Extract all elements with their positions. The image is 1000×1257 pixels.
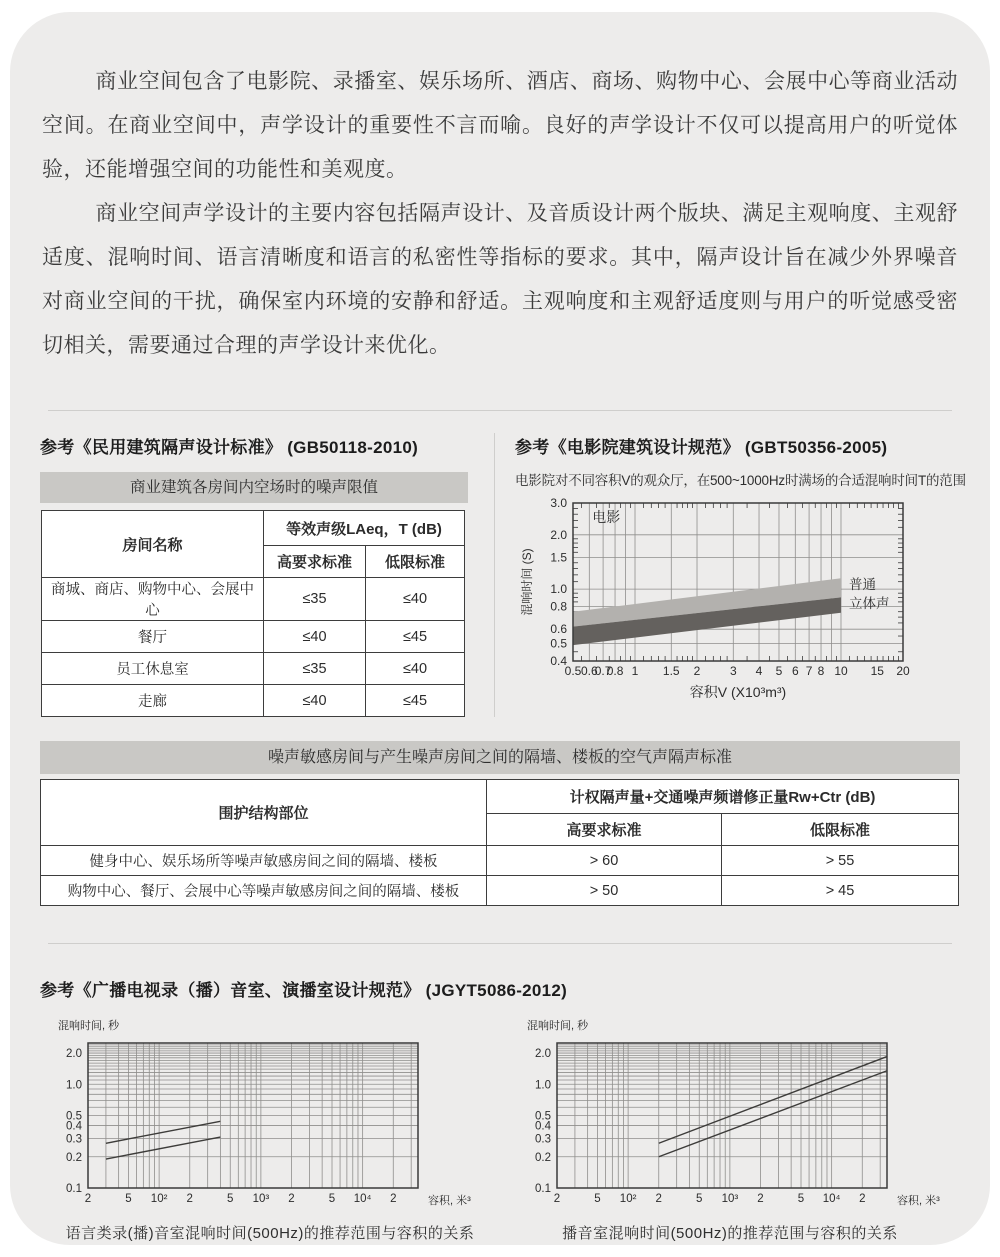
header-cell-low: 低限标准 bbox=[722, 814, 959, 846]
broadcast-studio-chart bbox=[500, 1017, 960, 1209]
table-cell: 员工休息室 bbox=[42, 653, 264, 685]
table-cell: > 50 bbox=[487, 876, 722, 906]
svg-text:10³: 10³ bbox=[721, 1193, 739, 1205]
svg-text:0.7: 0.7 bbox=[594, 664, 612, 678]
svg-text:5: 5 bbox=[775, 664, 783, 678]
svg-text:4: 4 bbox=[755, 664, 763, 678]
room-noise-banner: 商业建筑各房间内空场时的噪声限值 bbox=[40, 472, 468, 503]
table-cell: 健身中心、娱乐场所等噪声敏感房间之间的隔墙、楼板 bbox=[41, 846, 487, 876]
svg-text:0.2: 0.2 bbox=[66, 1151, 82, 1164]
svg-text:1.0: 1.0 bbox=[550, 582, 567, 597]
svg-text:2.0: 2.0 bbox=[550, 527, 567, 542]
svg-text:1: 1 bbox=[631, 664, 639, 678]
svg-text:0.5: 0.5 bbox=[535, 1110, 551, 1123]
svg-text:5: 5 bbox=[227, 1193, 234, 1205]
svg-text:10: 10 bbox=[834, 664, 848, 678]
section-divider-top bbox=[48, 410, 952, 411]
room-noise-title: 参考《民用建筑隔声设计标准》 (GB50118-2010) bbox=[40, 438, 419, 457]
svg-text:5: 5 bbox=[328, 1193, 336, 1205]
intro-paragraph-2: 商业空间声学设计的主要内容包括隔声设计、及音质设计两个版块、满足主观响度、主观舒适度、混响时间、语言清晰度和语言的私密性等指标的要求。其中，隔声设计旨在减少外界噪音对商业空间的干扰，确保室内环境的安静和舒适。主观响度和主观舒适度则与用户的听觉感受密切相关，需要通过合理的声学设计来优化。 bbox=[42, 202, 958, 357]
airborne-insulation-table bbox=[40, 779, 959, 906]
svg-text:15: 15 bbox=[870, 664, 884, 678]
svg-text:5: 5 bbox=[797, 1193, 805, 1205]
svg-text:10³: 10³ bbox=[252, 1193, 270, 1205]
cinema-reverberation-chart bbox=[515, 495, 967, 703]
svg-text:2: 2 bbox=[553, 1193, 561, 1205]
svg-text:10²: 10² bbox=[619, 1193, 637, 1205]
broadcast-studio-caption: 播音室混响时间(500Hz)的推荐范围与容积的关系 bbox=[562, 1225, 898, 1242]
broadcast-studio-figure bbox=[500, 1017, 960, 1243]
table-cell: ≤40 bbox=[366, 653, 465, 685]
svg-text:1.5: 1.5 bbox=[662, 664, 680, 678]
table-cell: ≤40 bbox=[264, 685, 366, 717]
table-row bbox=[41, 876, 959, 906]
svg-text:3.0: 3.0 bbox=[550, 496, 567, 510]
table-cell: > 55 bbox=[722, 846, 959, 876]
svg-text:2: 2 bbox=[655, 1193, 662, 1205]
svg-text:8: 8 bbox=[817, 664, 825, 678]
svg-text:0.4: 0.4 bbox=[66, 1120, 82, 1133]
table-cell: ≤45 bbox=[366, 685, 465, 717]
svg-text:0.5: 0.5 bbox=[550, 636, 567, 651]
svg-text:0.6: 0.6 bbox=[550, 622, 567, 637]
svg-text:0.2: 0.2 bbox=[535, 1151, 551, 1164]
svg-text:20: 20 bbox=[896, 664, 910, 678]
svg-text:混响时间 (S): 混响时间 (S) bbox=[520, 548, 534, 616]
svg-text:2: 2 bbox=[84, 1193, 92, 1205]
svg-text:电影: 电影 bbox=[592, 509, 621, 526]
cinema-section bbox=[494, 433, 967, 717]
svg-text:10²: 10² bbox=[150, 1193, 168, 1205]
svg-text:3: 3 bbox=[729, 664, 737, 678]
table-row bbox=[42, 621, 465, 653]
svg-text:5: 5 bbox=[125, 1193, 132, 1205]
header-cell-room-name: 房间名称 bbox=[42, 511, 264, 578]
svg-text:立体声: 立体声 bbox=[848, 595, 890, 611]
svg-text:1.0: 1.0 bbox=[535, 1079, 551, 1092]
svg-text:1.5: 1.5 bbox=[550, 550, 567, 565]
header-cell-structure: 围护结构部位 bbox=[41, 780, 487, 846]
room-noise-section bbox=[40, 433, 468, 717]
svg-text:普通: 普通 bbox=[848, 576, 876, 592]
svg-text:0.1: 0.1 bbox=[535, 1183, 551, 1195]
svg-text:10⁴: 10⁴ bbox=[353, 1193, 372, 1205]
svg-text:0.4: 0.4 bbox=[550, 654, 567, 668]
svg-text:0.5: 0.5 bbox=[564, 664, 582, 678]
svg-text:5: 5 bbox=[594, 1193, 601, 1205]
svg-text:容积, 米³: 容积, 米³ bbox=[428, 1195, 471, 1207]
room-noise-table bbox=[41, 510, 465, 717]
cinema-title: 参考《电影院建筑设计规范》 (GBT50356-2005) bbox=[515, 438, 888, 457]
table-cell: ≤40 bbox=[264, 621, 366, 653]
speech-studio-caption: 语言类录(播)音室混响时间(500Hz)的推荐范围与容积的关系 bbox=[65, 1225, 475, 1242]
table-cell: ≤35 bbox=[264, 578, 366, 621]
table-cell: 商城、商店、购物中心、会展中心 bbox=[42, 578, 264, 621]
svg-text:2: 2 bbox=[390, 1193, 397, 1205]
table-row bbox=[42, 578, 465, 621]
table-row bbox=[42, 685, 465, 717]
svg-text:0.6: 0.6 bbox=[580, 664, 598, 678]
speech-studio-figure bbox=[40, 1017, 500, 1243]
speech-studio-chart bbox=[40, 1017, 500, 1209]
svg-text:混响时间, 秒: 混响时间, 秒 bbox=[58, 1020, 120, 1032]
svg-text:容积, 米³: 容积, 米³ bbox=[897, 1195, 940, 1207]
table-cell: ≤40 bbox=[366, 578, 465, 621]
svg-text:2: 2 bbox=[757, 1193, 764, 1205]
table-header-row bbox=[42, 511, 465, 546]
svg-text:2: 2 bbox=[288, 1193, 295, 1205]
svg-text:6: 6 bbox=[791, 664, 799, 678]
svg-text:10⁴: 10⁴ bbox=[822, 1193, 841, 1205]
header-cell-high: 高要求标准 bbox=[487, 814, 722, 846]
header-cell-high: 高要求标准 bbox=[264, 546, 366, 578]
svg-text:0.1: 0.1 bbox=[66, 1183, 82, 1195]
standards-row bbox=[40, 433, 966, 717]
intro-paragraph-1: 商业空间包含了电影院、录播室、娱乐场所、酒店、商场、购物中心、会展中心等商业活动空间。在商业空间中，声学设计的重要性不言而喻。良好的声学设计不仅可以提高用户的听觉体验，还能增强空间的功能性和美观度。 bbox=[42, 70, 958, 181]
table-cell: 购物中心、餐厅、会展中心等噪声敏感房间之间的隔墙、楼板 bbox=[41, 876, 487, 906]
table-row bbox=[41, 846, 959, 876]
cinema-subtitle: 电影院对不同容积V的观众厅，在500~1000Hz时满场的合适混响时间T的范围 bbox=[515, 473, 966, 488]
svg-text:0.8: 0.8 bbox=[550, 599, 567, 614]
table-cell: 走廊 bbox=[42, 685, 264, 717]
svg-text:混响时间, 秒: 混响时间, 秒 bbox=[527, 1020, 589, 1032]
header-cell-rwctr: 计权隔声量+交通噪声频谱修正量Rw+Ctr (dB) bbox=[487, 780, 959, 814]
table-row bbox=[42, 653, 465, 685]
table-cell: ≤35 bbox=[264, 653, 366, 685]
header-cell-laeq: 等效声级LAeq，T (dB) bbox=[264, 511, 465, 546]
table-cell: 餐厅 bbox=[42, 621, 264, 653]
svg-text:7: 7 bbox=[805, 664, 813, 678]
svg-text:2: 2 bbox=[859, 1193, 866, 1205]
table-header-row bbox=[41, 780, 959, 814]
table-cell: ≤45 bbox=[366, 621, 465, 653]
svg-text:0.5: 0.5 bbox=[66, 1110, 82, 1123]
svg-text:2.0: 2.0 bbox=[535, 1048, 551, 1061]
airborne-insulation-banner: 噪声敏感房间与产生噪声房间之间的隔墙、楼板的空气声隔声标准 bbox=[40, 741, 960, 774]
svg-text:0.3: 0.3 bbox=[535, 1133, 551, 1146]
svg-text:2.0: 2.0 bbox=[66, 1048, 82, 1061]
broadcast-standard-title: 参考《广播电视录（播）音室、演播室设计规范》 (JGYT5086-2012) bbox=[40, 981, 568, 1000]
table-cell: > 45 bbox=[722, 876, 959, 906]
svg-text:5: 5 bbox=[696, 1193, 703, 1205]
svg-text:2: 2 bbox=[693, 664, 701, 678]
svg-text:容积V (X10³m³): 容积V (X10³m³) bbox=[689, 684, 787, 700]
header-cell-low: 低限标准 bbox=[366, 546, 465, 578]
table-cell: > 60 bbox=[487, 846, 722, 876]
svg-text:0.4: 0.4 bbox=[535, 1120, 551, 1133]
svg-text:0.3: 0.3 bbox=[66, 1133, 82, 1146]
svg-text:2: 2 bbox=[186, 1193, 193, 1205]
document-card bbox=[10, 12, 990, 1245]
studio-charts-row bbox=[40, 1017, 960, 1243]
svg-text:0.8: 0.8 bbox=[606, 664, 624, 678]
section-divider-bottom bbox=[48, 943, 952, 944]
svg-text:1.0: 1.0 bbox=[66, 1079, 82, 1092]
